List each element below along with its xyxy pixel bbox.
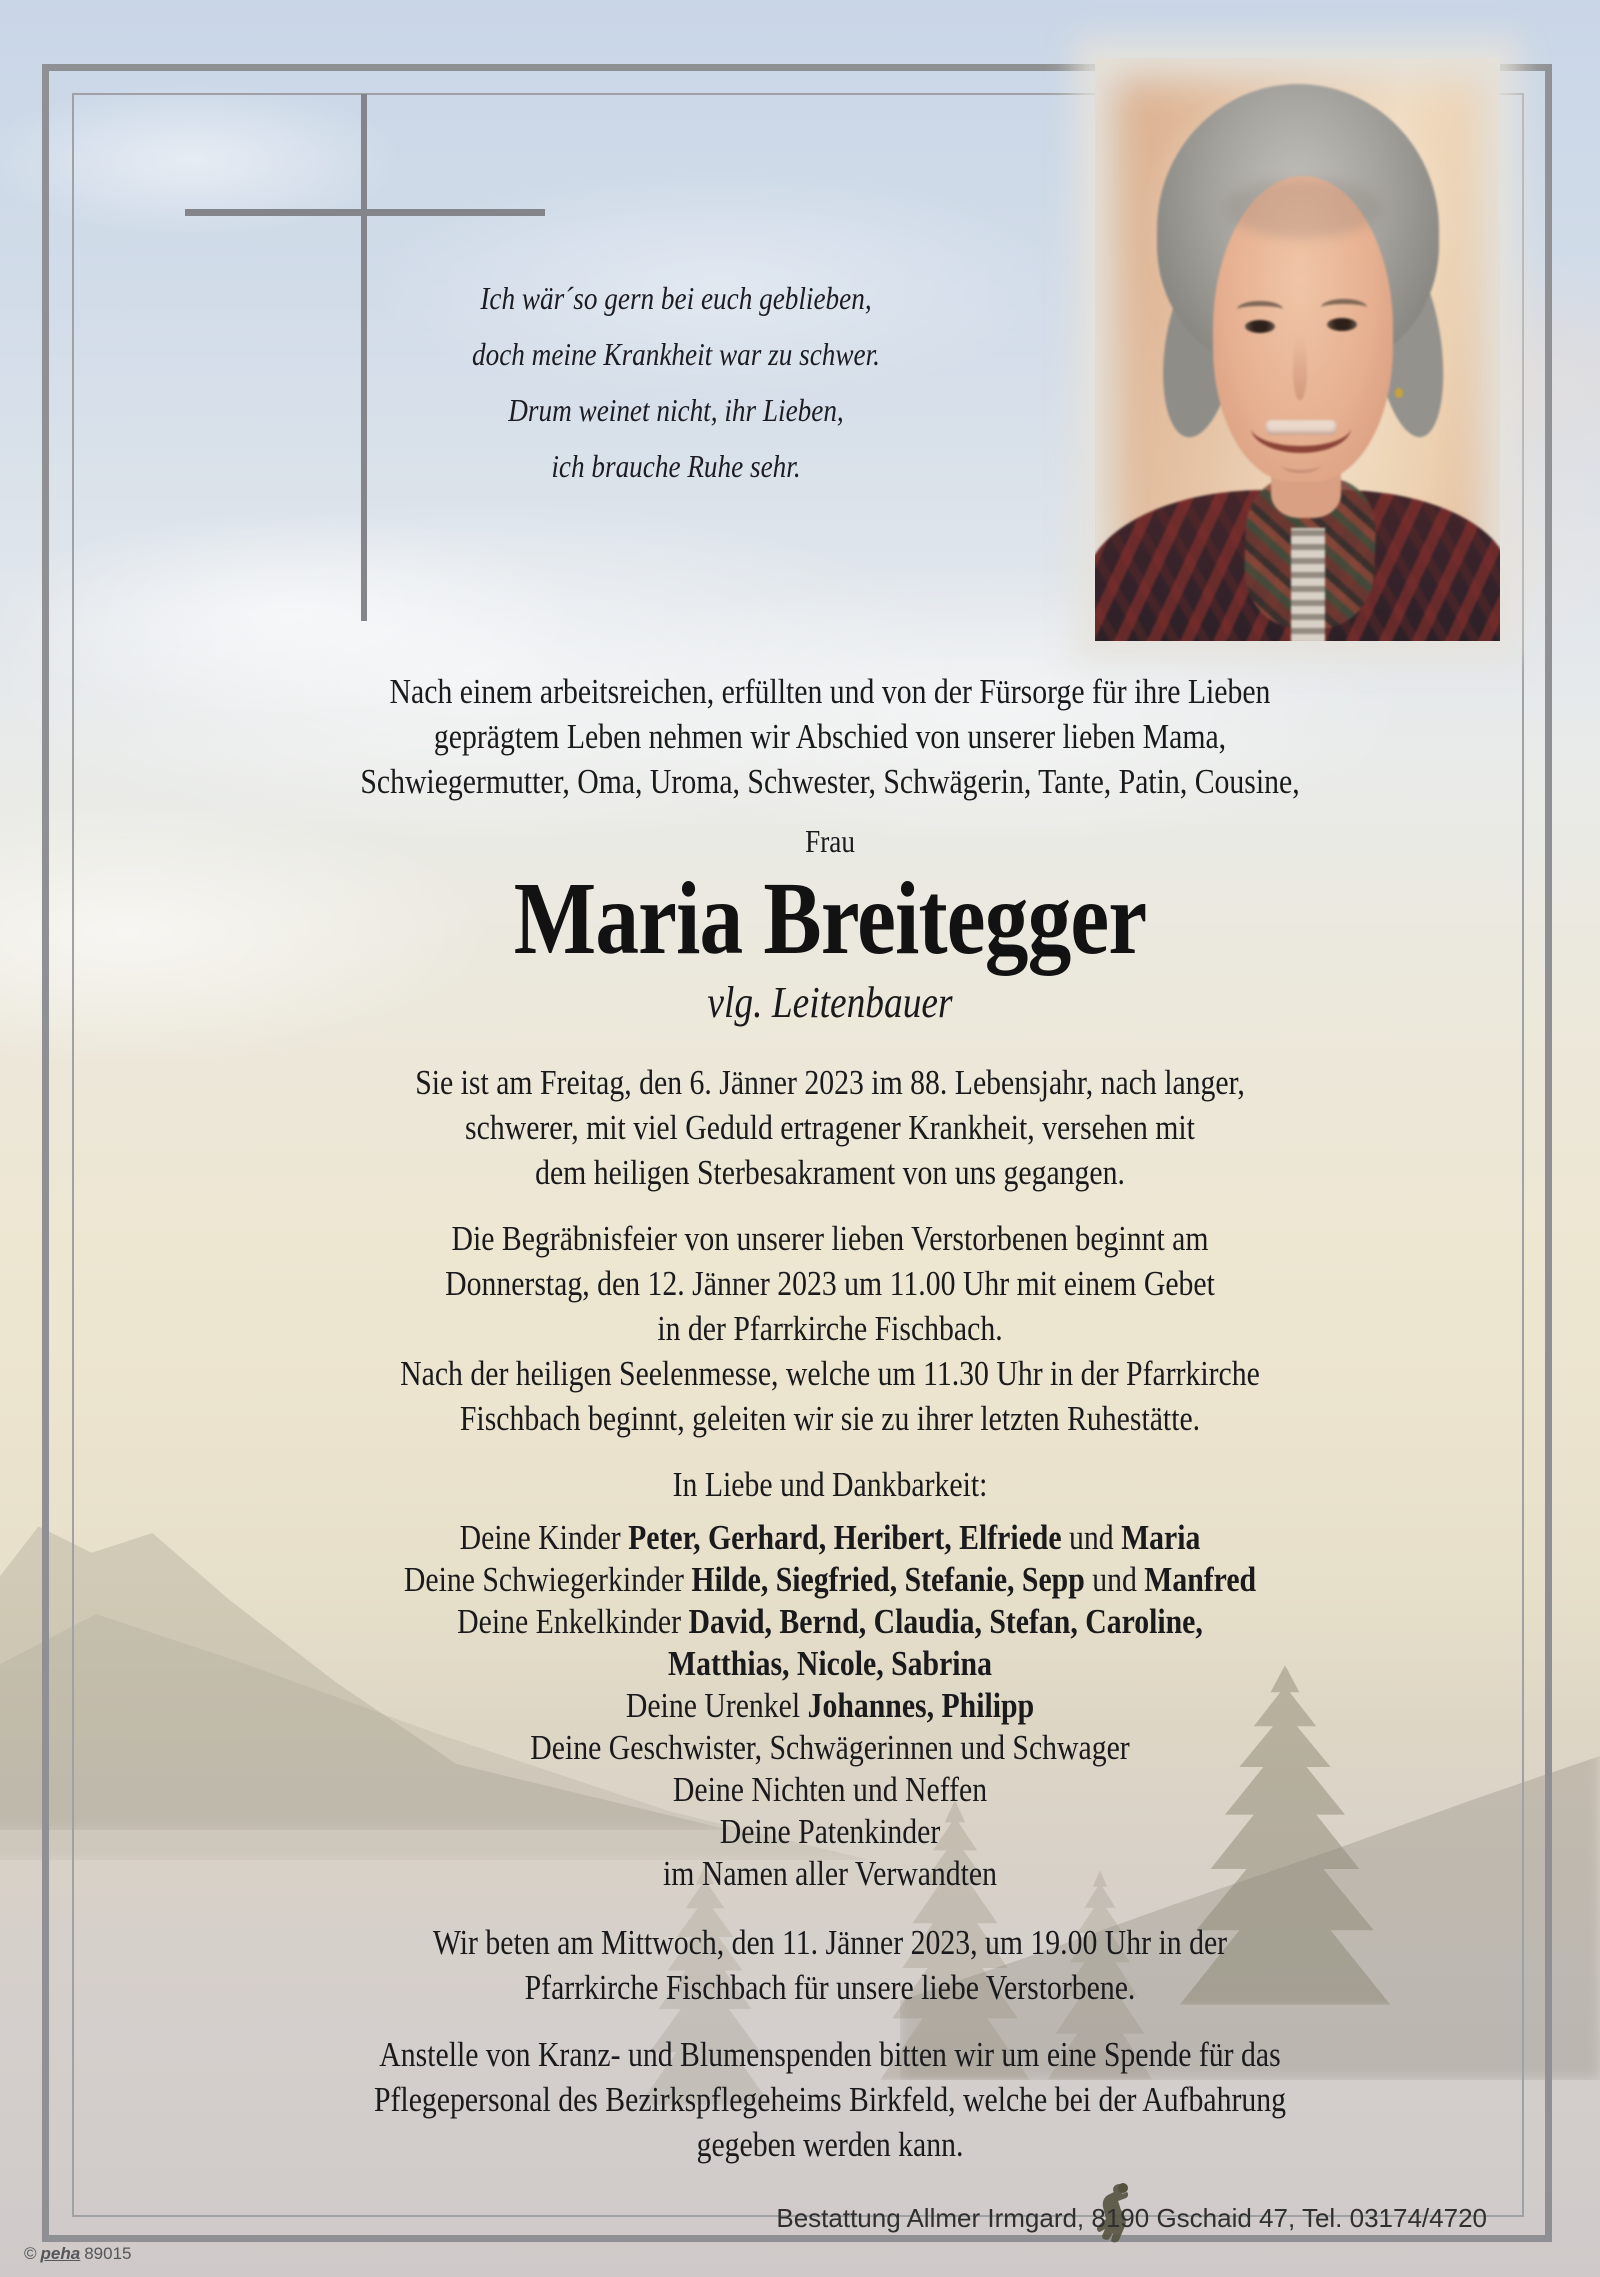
copyright-icon: © (24, 2244, 37, 2263)
intro-line: Schwiegermutter, Oma, Uroma, Schwester, Schwägerin, Tante, Patin, Cousine, (360, 762, 1300, 801)
mourners-line: Matthias, Nicole, Sabrina (668, 1644, 992, 1683)
donation-line: gegeben werden kann. (696, 2125, 964, 2164)
funeral-home-credit: Bestattung Allmer Irmgard, 8190 Gschaid 47, Tel. 03174/4720 (776, 2203, 1487, 2233)
smile-line (1251, 402, 1351, 453)
mourners-line: Deine Patenkinder (719, 1812, 941, 1851)
poem-line: doch meine Krankheit war zu schwer. (472, 336, 880, 372)
salutation: Frau (805, 823, 855, 859)
poem-line: ich brauche Ruhe sehr. (551, 448, 801, 484)
earring (1395, 388, 1403, 398)
hairline-shadow (1225, 178, 1381, 238)
passing-line: Sie ist am Freitag, den 6. Jänner 2023 im 88. Lebensjahr, nach langer, (415, 1063, 1245, 1102)
print-number: 89015 (84, 2244, 132, 2263)
passing-line: dem heiligen Sterbesakrament von uns gegangen. (535, 1153, 1125, 1192)
funeral-line: Nach der heiligen Seelenmesse, welche um 11.30 Uhr in der Pfarrkirche (400, 1354, 1260, 1393)
print-credit (24, 2244, 132, 2264)
cross-horizontal-bar (185, 209, 545, 216)
mourners-list (320, 1517, 1340, 1895)
prayer-line: Wir beten am Mittwoch, den 11. Jänner 2023, um 19.00 Uhr in der (432, 1923, 1228, 1962)
donation-line: Anstelle von Kranz- und Blumenspenden bitten wir um eine Spende für das (379, 2035, 1281, 2074)
blouse (1291, 528, 1325, 641)
poem-line: Ich wär´so gern bei euch geblieben, (480, 280, 872, 316)
mourners-line: Deine Geschwister, Schwägerinnen und Schwager (530, 1728, 1130, 1767)
eyebrow (1237, 301, 1283, 318)
prayer-paragraph (320, 1920, 1340, 2010)
intro-paragraph (320, 669, 1340, 804)
intro-line: Nach einem arbeitsreichen, erfüllten und von der Fürsorge für ihre Lieben (389, 672, 1271, 711)
intro-line: geprägtem Leben nehmen wir Abschied von unserer lieben Mama, (433, 717, 1227, 756)
mourners-line: Deine Kinder Peter, Gerhard, Heribert, Elfriede und Maria (459, 1518, 1201, 1557)
funeral-info-paragraph (320, 1216, 1340, 1441)
passing-line: schwerer, mit viel Geduld ertragener Krankheit, versehen mit (465, 1108, 1195, 1147)
farewell-poem (251, 270, 1101, 494)
printer-brand: peha (40, 2244, 81, 2263)
funeral-line: Fischbach beginnt, geleiten wir sie zu ihrer letzten Ruhestätte. (459, 1399, 1201, 1438)
mourners-line: Deine Schwiegerkinder Hilde, Siegfried, Stefanie, Sepp und Manfred (403, 1560, 1257, 1599)
eye (1245, 320, 1275, 333)
prayer-line: Pfarrkirche Fischbach für unsere liebe Verstorbene. (524, 1968, 1136, 2007)
eyebrow (1321, 299, 1367, 316)
deceased-name: Maria Breitegger (513, 861, 1147, 976)
vulgo-name: vlg. Leitenbauer (707, 978, 953, 1027)
donation-paragraph (320, 2032, 1340, 2167)
mourners-line: Deine Enkelkinder David, Bernd, Claudia, Stefan, Caroline, (457, 1602, 1203, 1641)
nose (1293, 334, 1307, 400)
funeral-line: Donnerstag, den 12. Jänner 2023 um 11.00 Uhr mit einem Gebet (445, 1264, 1215, 1303)
gratitude-heading: In Liebe und Dankbarkeit: (672, 1465, 988, 1504)
mourners-line: Deine Nichten und Neffen (672, 1770, 988, 1809)
passing-paragraph (320, 1060, 1340, 1195)
funeral-line: in der Pfarrkirche Fischbach. (657, 1309, 1003, 1348)
mourners-line: im Namen aller Verwandten (662, 1854, 998, 1893)
portrait-photo-illustration (1095, 58, 1500, 641)
donation-line: Pflegepersonal des Bezirkspflegeheims Birkfeld, welche bei der Aufbahrung (373, 2080, 1287, 2119)
funeral-line: Die Begräbnisfeier von unserer lieben Verstorbenen beginnt am (451, 1219, 1209, 1258)
mourners-line: Deine Urenkel Johannes, Philipp (625, 1686, 1035, 1725)
chin-line (1281, 456, 1321, 473)
poem-line: Drum weinet nicht, ihr Lieben, (508, 392, 844, 428)
portrait-photo (1095, 58, 1500, 641)
eye (1327, 318, 1357, 331)
